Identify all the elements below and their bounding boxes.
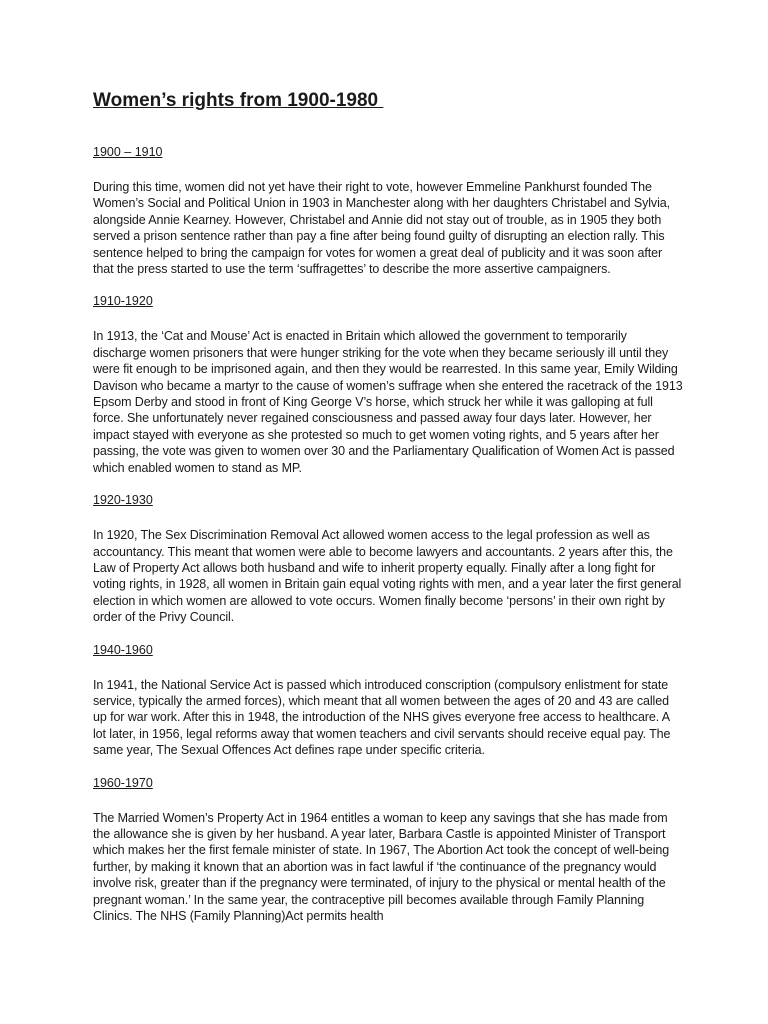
section-1960-1970 [93, 775, 683, 925]
section-heading: 1900 – 1910 [93, 145, 163, 159]
document-page [93, 88, 683, 940]
section-1940-1960 [93, 642, 683, 759]
section-paragraph: In 1941, the National Service Act is passed which introduced conscription (compulsory enlistment for state service, typically the armed forces), which meant that all women between the ages of 20 and 43 are called up for war work. After this in 1948, the introduction of the NHS gives everyone free access to healthcare. A lot later, in 1956, legal reforms away that women teachers and civil servants should receive equal pay. The same year, The Sexual Offences Act defines rape under specific criteria. [93, 677, 671, 758]
section-heading: 1960-1970 [93, 775, 153, 790]
section-heading: 1940-1960 [93, 642, 153, 657]
section-paragraph: During this time, women did not yet have their right to vote, however Emmeline Pankhurst founded The Women’s Social and Political Union in 1903 in Manchester along with her daughters Christabel and Sylvia, alongside Annie Kearney. However, Christabel and Annie did not stay out of trouble, as in 1905 they both served a prison sentence rather than pay a fine after being found guilty of disrupting an election rally. This sentence helped to bring the campaign for votes for women a great deal of publicity and it was soon after that the press started to use the term ‘suffragettes’ to describe the more assertive campaigners. [93, 180, 670, 277]
section-paragraph: In 1913, the ‘Cat and Mouse’ Act is enacted in Britain which allowed the government to temporarily discharge women prisoners that were hunger striking for the vote when they became seriously ill until they were fit enough to be imprisoned again, and then they would be rearrested. In this same year, Emily Wilding Davison who became a martyr to the cause of women’s suffrage when she entered the racetrack of the 1913 Epsom Derby and stood in front of King George V’s horse, which struck her while it was galloping at full force. She unfortunately never regained consciousness and passed away four days later. However, her impact stayed with everyone as she protested so much to get women voting rights, and 5 years after her passing, the vote was given to women over 30 and the Parliamentary Qualification of Women Act is passed which enabled women to stand as MP. [93, 329, 683, 475]
document-title: Women’s rights from 1900-1980 [93, 90, 384, 111]
section-heading: 1910-1920 [93, 294, 153, 309]
section-1900-1910 [93, 144, 683, 277]
section-heading: 1920-1930 [93, 493, 153, 508]
section-paragraph: The Married Women’s Property Act in 1964 entitles a woman to keep any savings that she has made from the allowance she is given by her husband. A year later, Barbara Castle is appointed Minister of Transport which makes her the first female minister of state. In 1967, The Abortion Act took the concept of well-being further, by making it known that an abortion was in fact lawful if ‘the continuance of the pregnancy would involve risk, greater than if the pregnancy were terminated, of injury to the physical or mental health of the pregnant woman.’ In the same year, the contraceptive pill becomes available through Family Planning Clinics. The NHS (Family Planning)Act permits health [93, 810, 670, 923]
section-paragraph: In 1920, The Sex Discrimination Removal Act allowed women access to the legal profession as well as accountancy. This meant that women were able to become lawyers and accountants. 2 years after this, the Law of Property Act allows both husband and wife to inherit property equally. Finally after a long fight for voting rights, in 1928, all women in Britain gain equal voting rights with men, and a year later the first general election in which women are allowed to vote occurs. Women finally become ‘persons’ in their own right by order of the Privy Council. [93, 528, 682, 625]
section-1910-1920 [93, 293, 683, 476]
section-1920-1930 [93, 492, 683, 625]
